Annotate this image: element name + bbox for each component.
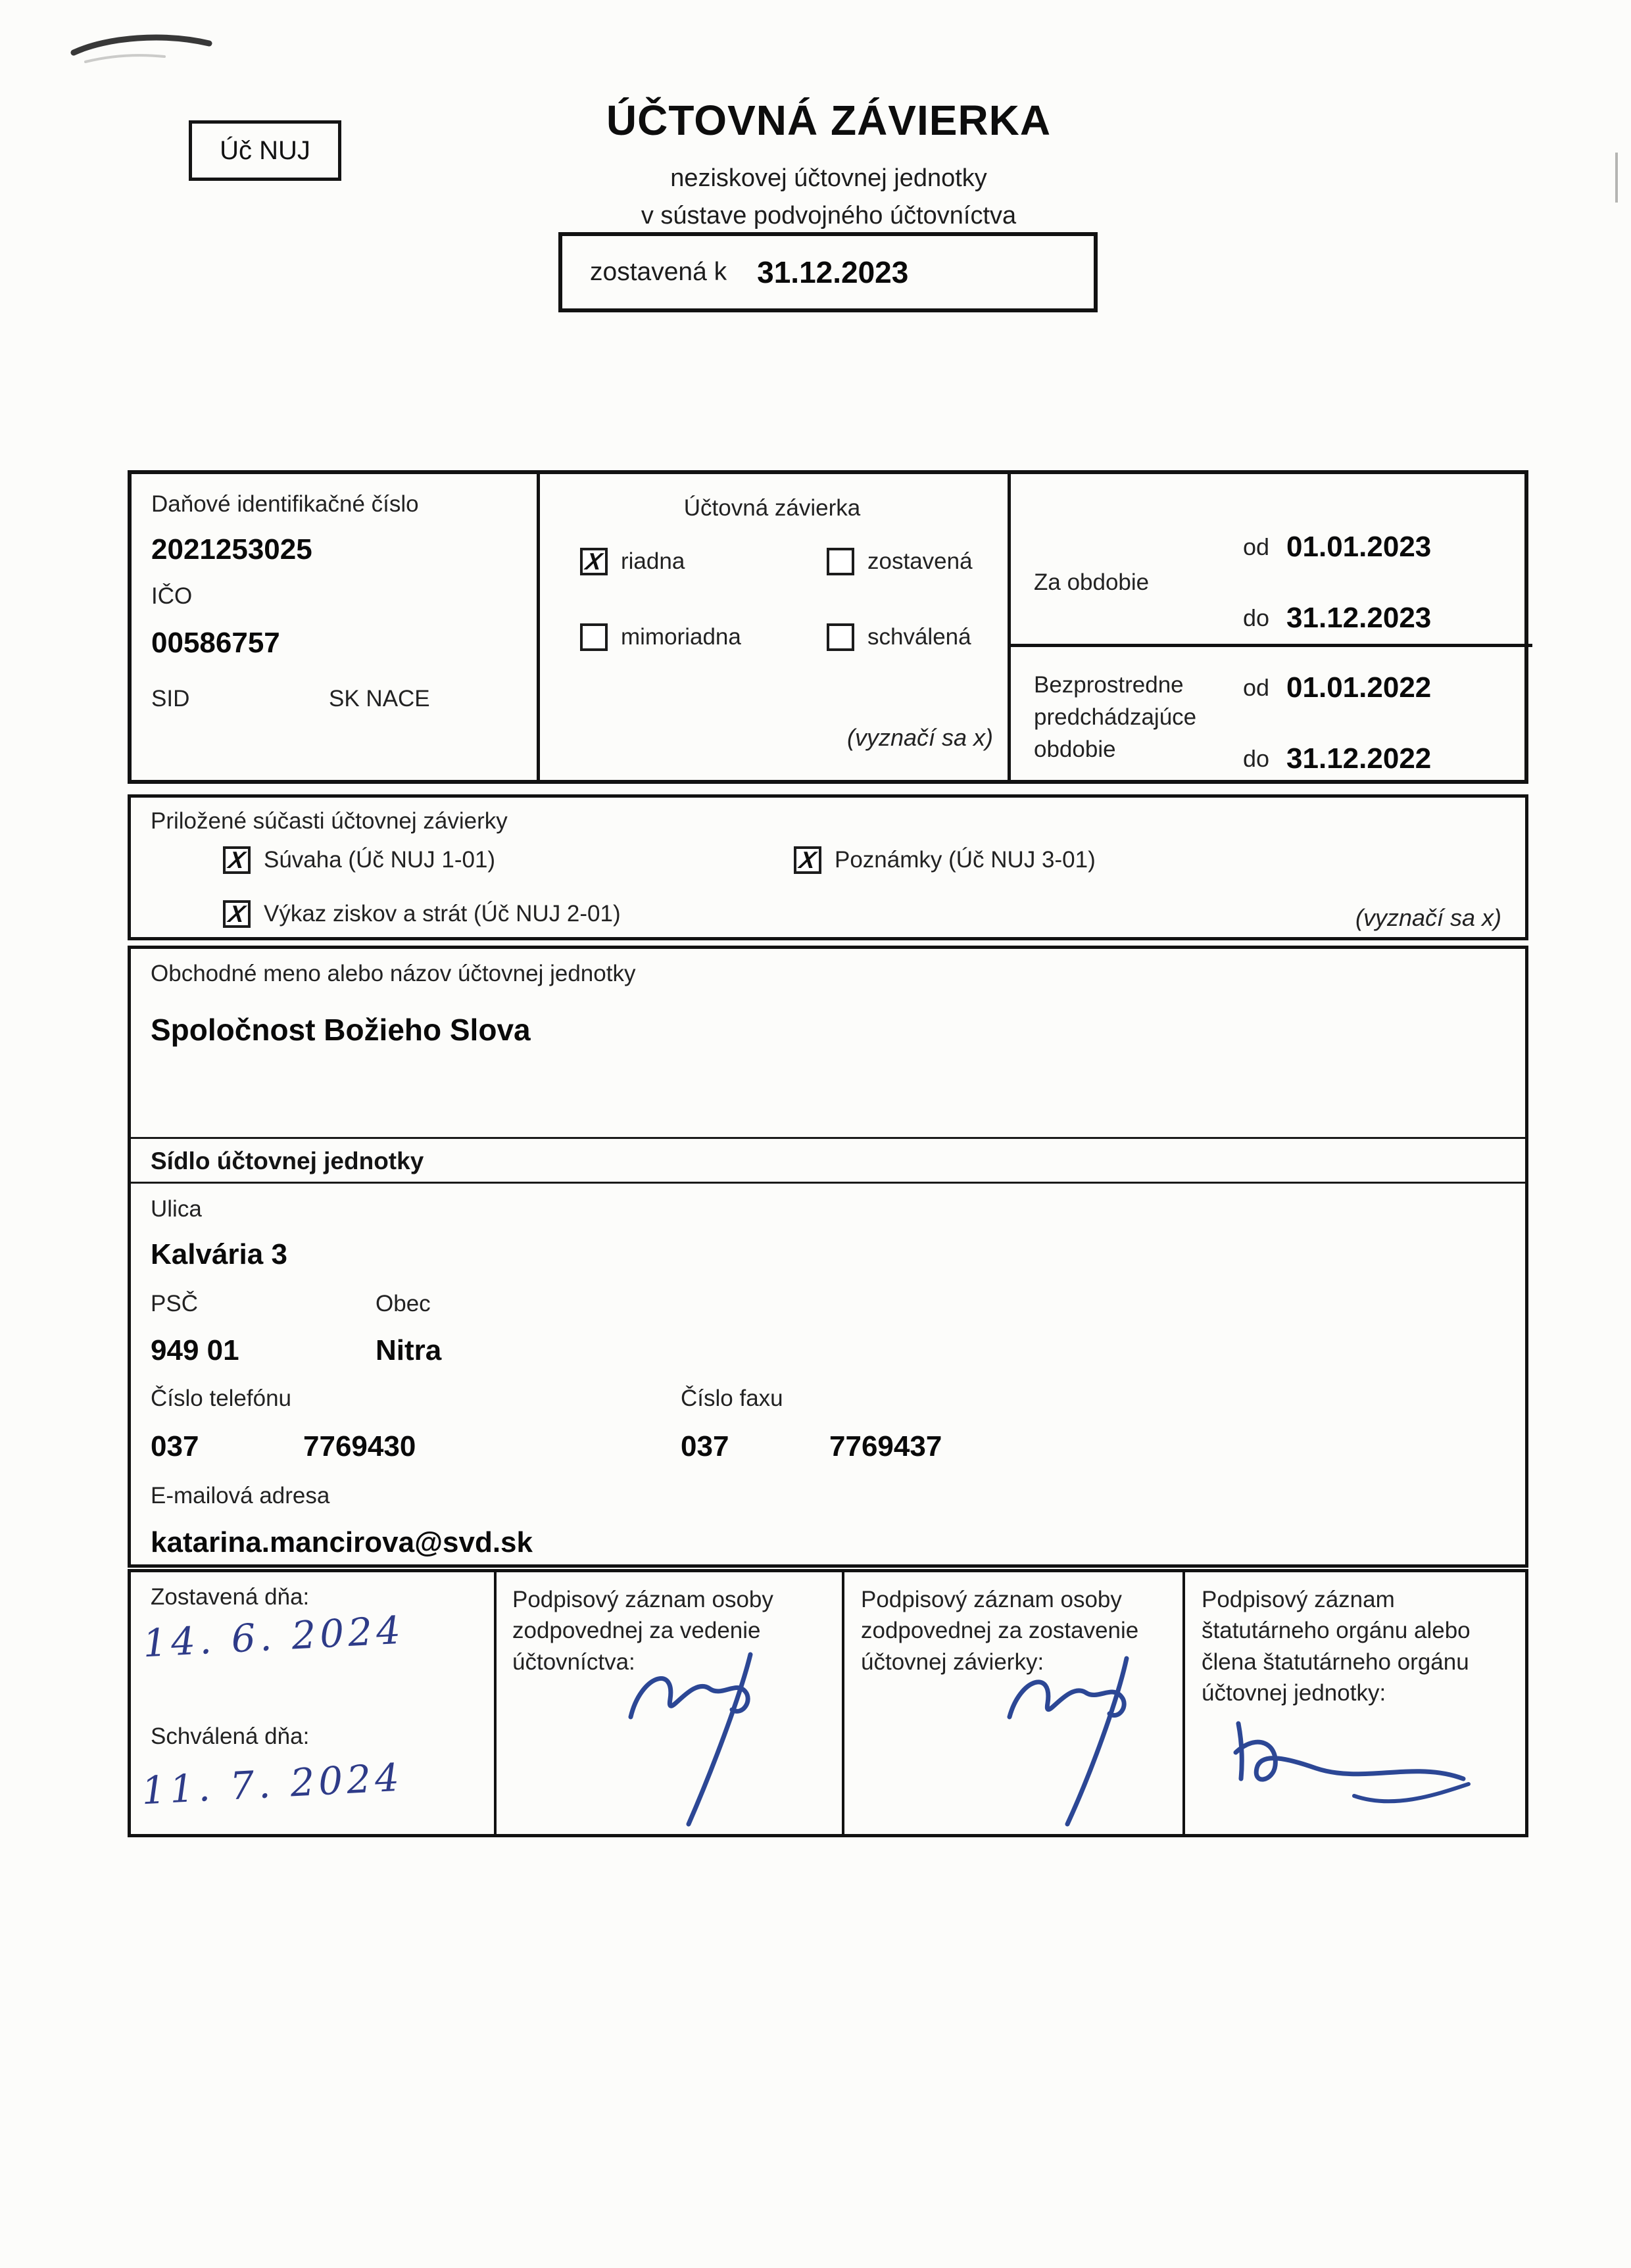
attachments-header: Priložené súčasti účtovnej závierky (151, 808, 508, 834)
checkbox-icon (580, 548, 608, 575)
dic-label: Daňové identifikačné číslo (151, 491, 419, 517)
divider (494, 1572, 497, 1834)
identification-box (128, 470, 1528, 784)
checkbox-label: zostavená (867, 548, 973, 574)
divider (131, 1182, 1525, 1184)
mark-note: (vyznačí sa x) (1355, 904, 1501, 931)
dic-value: 2021253025 (151, 533, 312, 566)
sk-nace-label: SK NACE (329, 686, 430, 712)
email-value: katarina.mancirova@svd.sk (151, 1526, 533, 1558)
handwritten-approved-date: 11. 7. 2024 (140, 1754, 404, 1814)
checkbox-label: Poznámky (Úč NUJ 3-01) (835, 847, 1096, 873)
form-code: Úč NUJ (220, 135, 310, 165)
checkbox-icon (580, 623, 608, 651)
to-label: do (1243, 604, 1270, 631)
checkbox-x-mark: X (583, 548, 604, 575)
mark-note: (vyznačí sa x) (846, 724, 993, 751)
phone-prefix: 037 (151, 1430, 199, 1462)
checkbox-icon (223, 900, 251, 928)
from-label: od (1243, 674, 1270, 701)
signature-icon (992, 1641, 1177, 1832)
checkbox-riadna (580, 548, 685, 575)
checkbox-label: riadna (621, 548, 685, 574)
compiled-on-label: Zostavená dňa: (151, 1584, 310, 1610)
divider (131, 1137, 1525, 1139)
checkbox-label: Výkaz ziskov a strát (Úč NUJ 2-01) (264, 901, 621, 927)
street-label: Ulica (151, 1196, 202, 1222)
ico-value: 00586757 (151, 627, 280, 659)
approved-on-label: Schválená dňa: (151, 1724, 310, 1749)
previous-from-row (1243, 671, 1431, 704)
previous-from-date: 01.01.2022 (1286, 671, 1432, 704)
divider (1182, 1572, 1185, 1834)
divider (842, 1572, 844, 1834)
statutory-signature-label: Podpisový záznam štatutárneho orgánu alebo člena štatutárneho orgánu účtovnej jednotky: (1202, 1587, 1471, 1706)
fax-prefix: 037 (681, 1430, 729, 1462)
form-title: ÚČTOVNÁ ZÁVIERKA (606, 97, 1052, 144)
bookkeeping-signature-label: Podpisový záznam osoby zodpovednej za vedenie účtovníctva: (512, 1587, 773, 1675)
entity-name: Spoločnost Božieho Slova (151, 1013, 531, 1047)
form-code-box (189, 120, 341, 181)
checkbox-x-mark: X (797, 846, 818, 873)
current-from-date: 01.01.2023 (1286, 531, 1432, 563)
scan-artifact (1615, 153, 1618, 203)
obec-value: Nitra (376, 1334, 442, 1366)
checkbox-icon (827, 548, 854, 575)
from-label: od (1243, 533, 1270, 560)
current-to-row (1243, 602, 1431, 635)
checkbox-mimoriadna (580, 623, 741, 651)
current-from-row (1243, 531, 1431, 564)
obec-label: Obec (376, 1291, 431, 1316)
checkbox-icon (794, 846, 821, 874)
checkbox-icon (827, 623, 854, 651)
checkbox-zostavena (827, 548, 973, 575)
entity-name-label: Obchodné meno alebo názov účtovnej jednotky (151, 961, 636, 986)
current-period-label: Za obdobie (1034, 569, 1150, 595)
phone-label: Číslo telefónu (151, 1386, 292, 1411)
residence-header: Sídlo účtovnej jednotky (151, 1147, 424, 1174)
checkbox-x-mark: X (226, 900, 247, 927)
attachments-box (128, 794, 1528, 940)
previous-to-date: 31.12.2022 (1286, 742, 1432, 775)
compiled-date: 31.12.2023 (757, 255, 909, 289)
fax-value: 7769437 (829, 1430, 942, 1462)
checkbox-icon (223, 846, 251, 874)
signature-icon (611, 1635, 802, 1832)
compiled-date-box (558, 232, 1098, 312)
psc-label: PSČ (151, 1291, 198, 1316)
psc-value: 949 01 (151, 1334, 239, 1366)
phone-value: 7769430 (303, 1430, 416, 1462)
previous-to-row (1243, 742, 1431, 775)
checkbox-poznamky (794, 846, 1096, 874)
statements-signature-label: Podpisový záznam osoby zodpovednej za zostavenie účtovnej závierky: (861, 1587, 1139, 1675)
signature-box (128, 1569, 1528, 1837)
checkbox-schvalena (827, 623, 971, 651)
to-label: do (1243, 745, 1270, 772)
checkbox-label: mimoriadna (621, 624, 741, 650)
current-to-date: 31.12.2023 (1286, 602, 1432, 634)
checkbox-suvaha (223, 846, 495, 874)
divider (1008, 644, 1532, 647)
fax-label: Číslo faxu (681, 1386, 783, 1411)
ico-label: IČO (151, 583, 193, 609)
form-subtitle-2: v sústave podvojného účtovníctva (641, 202, 1017, 229)
email-label: E-mailová adresa (151, 1483, 330, 1508)
handwritten-compiled-date: 14. 6. 2024 (141, 1607, 406, 1666)
signature-icon (1216, 1712, 1486, 1830)
zavierka-header: Účtovná závierka (683, 495, 861, 521)
checkbox-x-mark: X (226, 846, 247, 873)
title-block (408, 96, 1250, 230)
form-subtitle-1: neziskovej účtovnej jednotky (670, 164, 987, 192)
compiled-label: zostavená k (590, 258, 727, 286)
checkbox-label: Súvaha (Úč NUJ 1-01) (264, 847, 496, 873)
street-value: Kalvária 3 (151, 1238, 287, 1270)
checkbox-label: schválená (867, 624, 971, 650)
sid-label: SID (151, 686, 190, 712)
previous-period-label: Bezprostredne predchádzajúce obdobie (1034, 672, 1197, 762)
divider (1008, 474, 1011, 780)
scan-artifact (66, 24, 217, 70)
entity-box (128, 946, 1528, 1568)
checkbox-vykaz (223, 900, 621, 928)
